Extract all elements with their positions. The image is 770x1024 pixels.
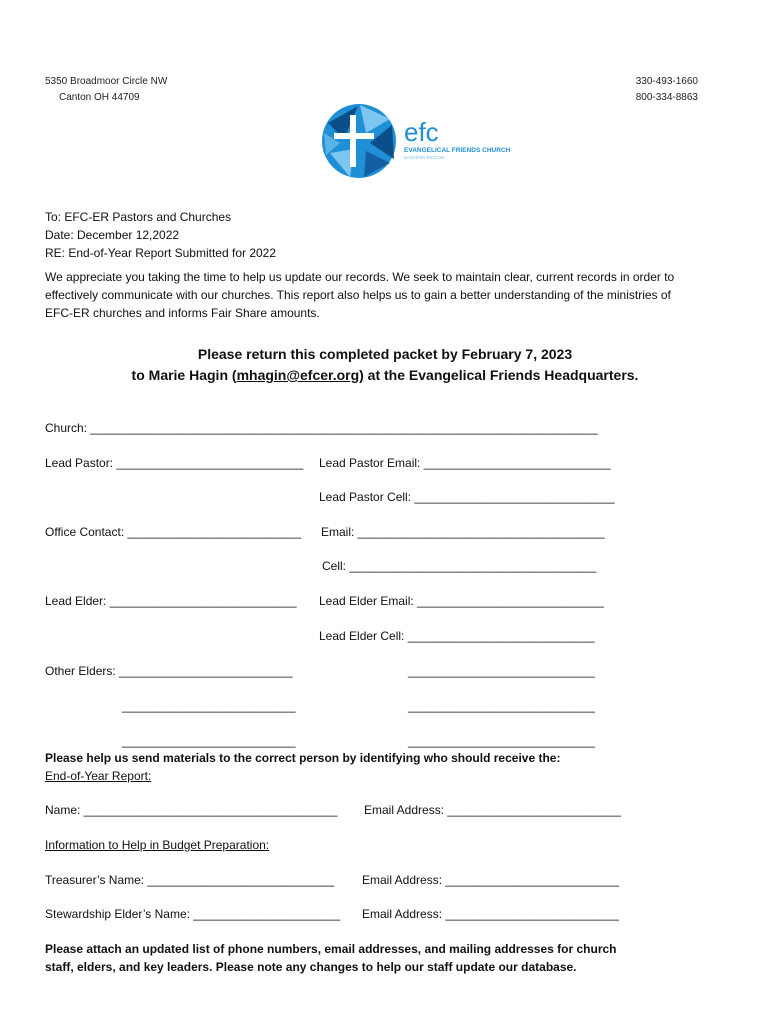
logo-acronym: efc [404,117,439,147]
efc-logo-graphic [320,103,520,183]
lead-pastor-email-field[interactable]: Lead Pastor Email: ____________________________ [319,456,611,470]
lead-elder-email-field[interactable]: Lead Elder Email: ____________________________ [319,594,604,608]
return-deadline: Please return this completed packet by February 7, 2023 [197,346,573,362]
church-field[interactable]: Church: ____________________________________________________________________________ [45,421,598,435]
other-elder-blank-left-2[interactable]: __________________________ [122,699,296,713]
intro-line-1: We appreciate you taking the time to help us update our records. We seek to maintain clear, current records in order to [45,270,675,284]
intro-line-2: effectively communicate with our churches. This report also helps us to gain a better understanding of the ministries of [45,288,671,302]
address-city: Canton OH 44709 [59,92,140,103]
mailing-address [45,74,167,106]
intro-paragraph [45,268,725,322]
memo-re: RE: End-of-Year Report Submitted for 2022 [45,246,277,260]
other-elder-blank-right-1[interactable]: ____________________________ [408,664,595,678]
closing-line-1: Please attach an updated list of phone numbers, email addresses, and mailing addresses for church [45,942,617,956]
office-contact-field[interactable]: Office Contact: __________________________ [45,525,302,539]
stewardship-email-field[interactable]: Email Address: __________________________ [362,907,619,921]
lead-elder-cell-field[interactable]: Lead Elder Cell: ____________________________ [319,629,595,643]
eoy-name-field[interactable]: Name: ______________________________________ [45,803,338,817]
lead-pastor-cell-field[interactable]: Lead Pastor Cell: ______________________________ [319,490,615,504]
return-recipient-suffix: at the Evangelical Friends Headquarters. [363,367,639,383]
address-street: 5350 Broadmoor Circle NW [45,76,168,87]
logo-region: EASTERN REGION [404,155,445,160]
return-recipient-prefix: to Marie Hagin ( [131,367,237,383]
return-recipient [0,365,770,386]
lead-pastor-field[interactable]: Lead Pastor: ____________________________ [45,456,304,470]
treasurer-name-field[interactable]: Treasurer’s Name: ____________________________ [45,873,335,887]
efc-logo [320,103,520,188]
other-elder-blank-right-2[interactable]: ____________________________ [408,699,595,713]
memo-to: To: EFC-ER Pastors and Churches [45,210,232,224]
office-cell-field[interactable]: Cell: _____________________________________ [322,559,597,573]
memo-date: Date: December 12,2022 [45,228,180,242]
closing-line-2: staff, elders, and key leaders. Please note any changes to help our staff update our database. [45,960,577,974]
phone-numbers [636,74,698,106]
treasurer-email-field[interactable]: Email Address: __________________________ [362,873,619,887]
other-elders-field[interactable]: Other Elders: __________________________ [45,664,293,678]
other-elder-blank-left-3[interactable]: __________________________ [122,734,296,748]
logo-name: EVANGELICAL FRIENDS CHURCH [404,147,511,154]
eoy-email-field[interactable]: Email Address: __________________________ [364,803,621,817]
lead-elder-field[interactable]: Lead Elder: ____________________________ [45,594,297,608]
stewardship-name-field[interactable]: Stewardship Elder’s Name: ______________________ [45,907,341,921]
office-email-field[interactable]: Email: _____________________________________ [321,525,605,539]
phone-primary: 330-493-1660 [635,76,698,87]
materials-instruction: Please help us send materials to the correct person by identifying who should receive the: [45,751,561,765]
other-elder-blank-right-3[interactable]: ____________________________ [408,734,595,748]
budget-heading: Information to Help in Budget Preparation: [45,838,270,852]
phone-tollfree: 800-334-8863 [635,92,698,103]
intro-line-3: EFC-ER churches and informs Fair Share amounts. [45,306,320,320]
recipient-email-link[interactable]: mhagin@efcer.org) [236,367,364,383]
end-of-year-heading: End-of-Year Report: [45,769,152,783]
memo-header [45,208,276,262]
